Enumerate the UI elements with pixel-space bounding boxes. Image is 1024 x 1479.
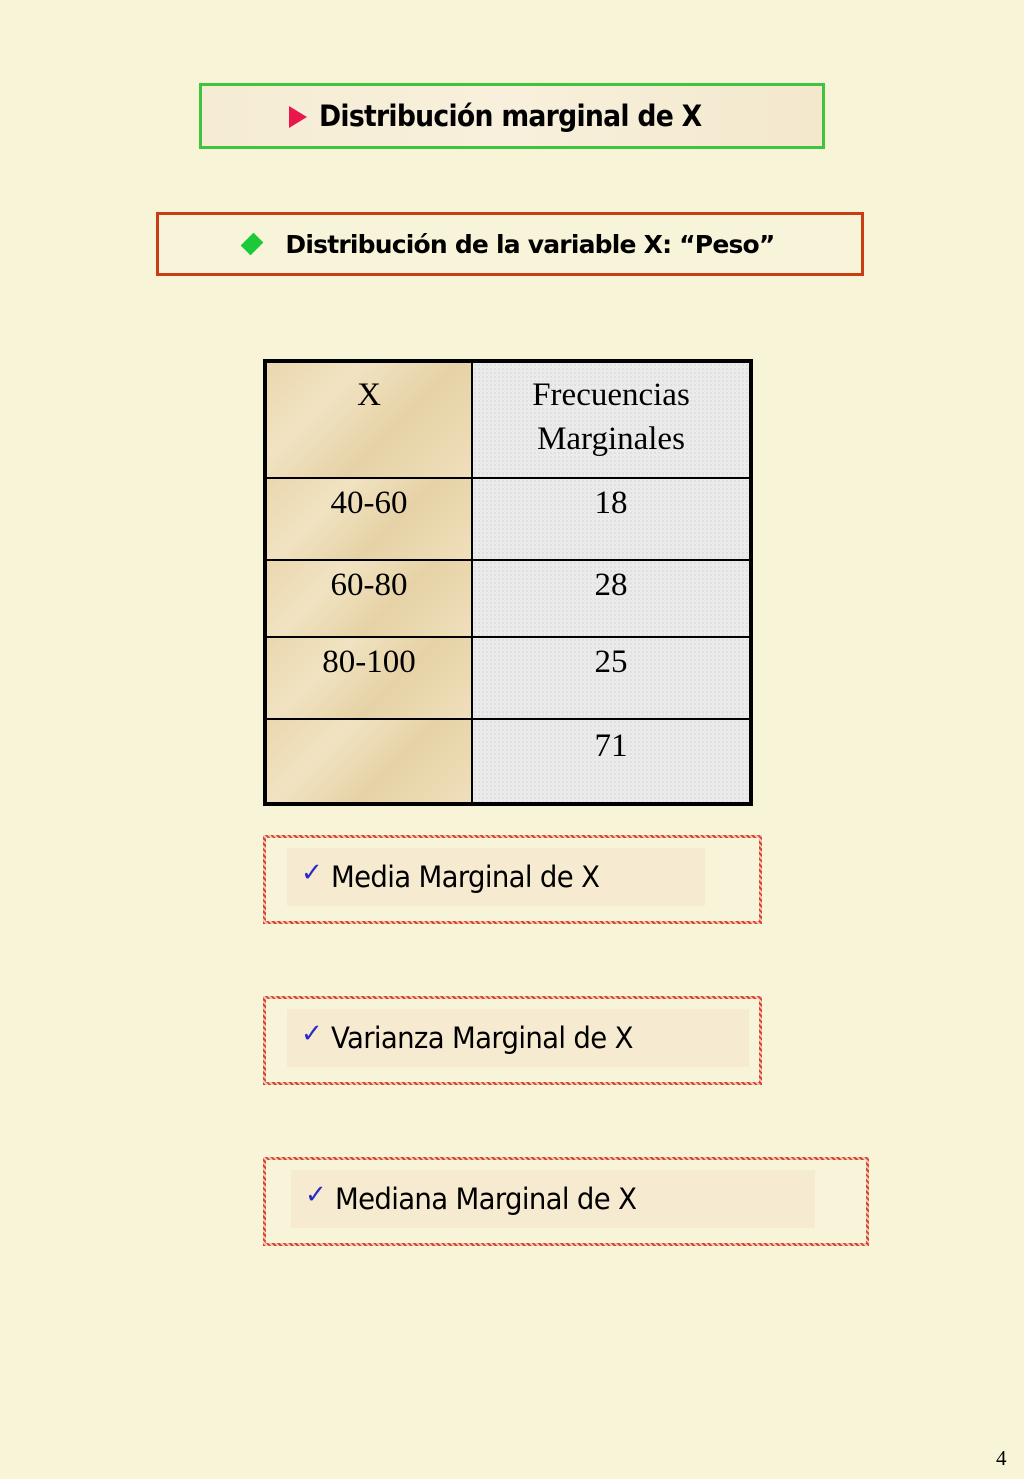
- table-total-row: [265, 719, 751, 804]
- table-row: [265, 478, 751, 560]
- checkmark-icon: ✓: [305, 1180, 327, 1210]
- media-marginal-label: Media Marginal de X: [330, 860, 600, 894]
- cell-freq: 18: [472, 478, 751, 560]
- section-title: Distribución marginal de X: [319, 99, 702, 133]
- media-marginal-item: [287, 848, 705, 906]
- mediana-marginal-label: Mediana Marginal de X: [334, 1182, 637, 1216]
- checkmark-icon: ✓: [301, 1019, 323, 1049]
- table-row: [265, 637, 751, 719]
- diamond-bullet-icon: [241, 233, 264, 256]
- table-header-row: [265, 361, 751, 478]
- marginal-frequency-table: [263, 359, 753, 806]
- mediana-marginal-item: [291, 1170, 815, 1228]
- header-line-1: Frecuencias: [532, 377, 690, 413]
- subtitle: Distribución de la variable X: “Peso”: [285, 229, 775, 259]
- cell-x: 40-60: [265, 478, 472, 560]
- subtitle-box: [156, 212, 864, 276]
- cell-x-empty: [265, 719, 472, 804]
- cell-x: 80-100: [265, 637, 472, 719]
- varianza-marginal-label: Varianza Marginal de X: [330, 1021, 633, 1055]
- media-marginal-box: [263, 835, 762, 924]
- cell-freq: 28: [472, 560, 751, 637]
- cell-total: 71: [472, 719, 751, 804]
- arrow-bullet-icon: [289, 106, 307, 128]
- section-title-box: [199, 83, 825, 149]
- page-number: 4: [996, 1446, 1007, 1470]
- table-row: [265, 560, 751, 637]
- header-x: X: [265, 361, 472, 478]
- varianza-marginal-box: [263, 996, 762, 1085]
- varianza-marginal-item: [287, 1009, 749, 1067]
- header-line-2: Marginales: [537, 421, 685, 457]
- checkmark-icon: ✓: [301, 858, 323, 888]
- mediana-marginal-box: [263, 1157, 869, 1246]
- cell-x: 60-80: [265, 560, 472, 637]
- header-frequencies: [472, 361, 751, 478]
- cell-freq: 25: [472, 637, 751, 719]
